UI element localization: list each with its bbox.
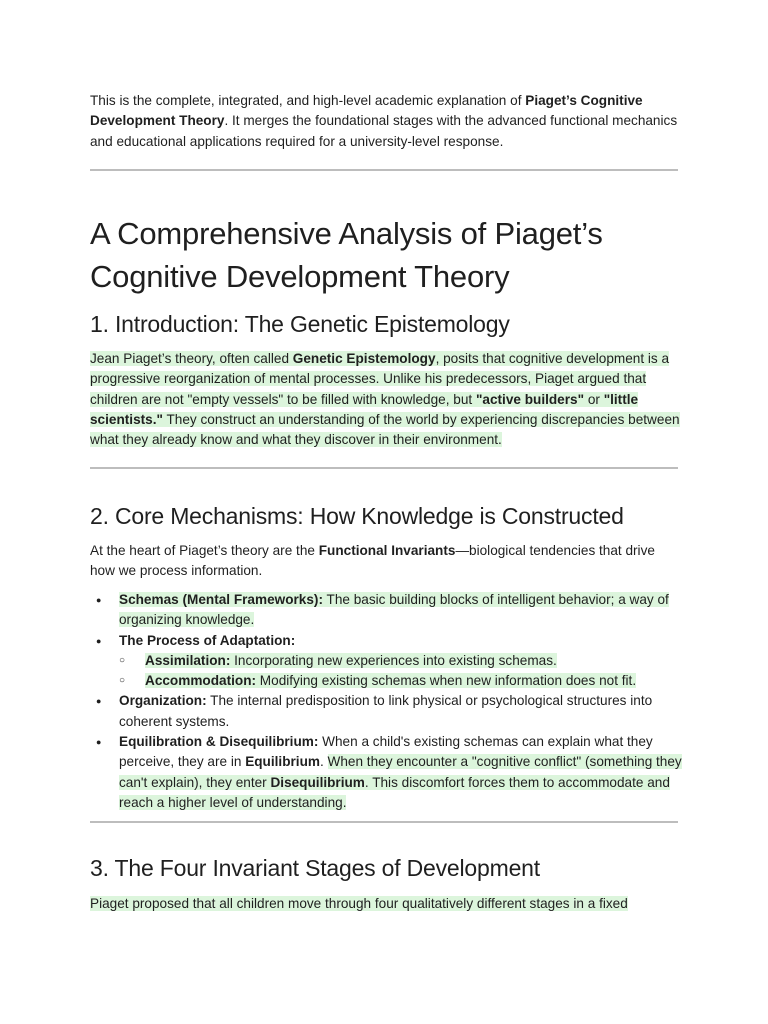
s1-bold-active-builders: "active builders" (475, 391, 585, 407)
equilibrium-bold: Equilibrium (245, 754, 320, 770)
schemas-text: The basic building blocks of intelligent behavior; a way of organizing knowledge. (119, 592, 669, 628)
s2-text: —biological tendencies that drive how we process information. (90, 543, 655, 579)
list-item-organization (90, 691, 682, 732)
list-item-equilibration (90, 732, 682, 813)
assimilation-label: Assimilation: (145, 652, 231, 668)
list-item-schemas (90, 590, 682, 631)
s3-text: Piaget proposed that all children move through four qualitatively different stages in a fixed (90, 896, 628, 911)
organization-text: The internal predisposition to link physical or psychological structures into coherent systems. (119, 693, 653, 729)
section-3-heading: 3. The Four Invariant Stages of Development (90, 855, 540, 881)
mechanisms-list (90, 590, 682, 813)
equilibration-text: When a child's existing schemas can explain what they perceive, they are in (119, 734, 653, 770)
accommodation-text: Modifying existing schemas when new information does not fit. (256, 673, 637, 689)
intro-bold-theory: Piaget’s Cognitive Development Theory (90, 93, 643, 129)
list-item-accommodation (90, 671, 682, 691)
section-3-paragraph (90, 894, 682, 914)
list-item-assimilation (90, 651, 682, 671)
assimilation-text: Incorporating new experiences into existing schemas. (230, 652, 557, 668)
s1-bold-little-scientists: "little scientists." (90, 391, 639, 427)
equilibration-label: Equilibration & Disequilibrium: (119, 734, 319, 750)
section-1-paragraph (90, 349, 682, 450)
section-2-heading: 2. Core Mechanisms: How Knowledge is Constructed (90, 503, 624, 529)
divider (90, 821, 678, 823)
equilibration-text: When they encounter a "cognitive conflict" (something they can't explain), they enter (119, 754, 682, 790)
section-2-lead (90, 541, 682, 582)
intro-paragraph (90, 91, 680, 152)
page-title: A Comprehensive Analysis of Piaget’s Cognitive Development Theory (90, 216, 603, 294)
s1-bold-genetic-epistemology: Genetic Epistemology (292, 351, 436, 366)
s2-text: At the heart of Piaget’s theory are the (90, 543, 319, 558)
equilibration-text: . (319, 754, 328, 770)
accommodation-label: Accommodation: (145, 673, 257, 689)
s1-text: They construct an understanding of the world by experiencing discrepancies between what they already know and what they discover in their environment. (90, 411, 680, 448)
s1-text: Jean Piaget’s theory, often called (90, 351, 293, 366)
s2-bold-functional-invariants: Functional Invariants (318, 543, 456, 558)
schemas-label: Schemas (Mental Frameworks): (119, 592, 323, 607)
intro-text-end: . It merges the foundational stages with the advanced functional mechanics and educational applications required for a university-level response. (90, 113, 678, 149)
s1-text: or (584, 391, 604, 407)
divider (90, 467, 678, 469)
list-item-adaptation (90, 631, 682, 651)
s1-text: , posits that cognitive development is a progressive reorganization of mental processes. Unlike his predecessors, Piaget argued that children are not "empty vessels" to be filled with knowledge, but (90, 351, 670, 407)
adaptation-label: The Process of Adaptation: (119, 632, 296, 648)
disequilibrium-bold: Disequilibrium (270, 774, 365, 790)
divider (90, 169, 678, 171)
organization-label: Organization: (119, 693, 207, 709)
section-1-heading: 1. Introduction: The Genetic Epistemology (90, 311, 510, 337)
equilibration-text: . This discomfort forces them to accommodate and reach a higher level of understanding. (119, 774, 670, 810)
intro-text: This is the complete, integrated, and high-level academic explanation of (90, 93, 526, 108)
